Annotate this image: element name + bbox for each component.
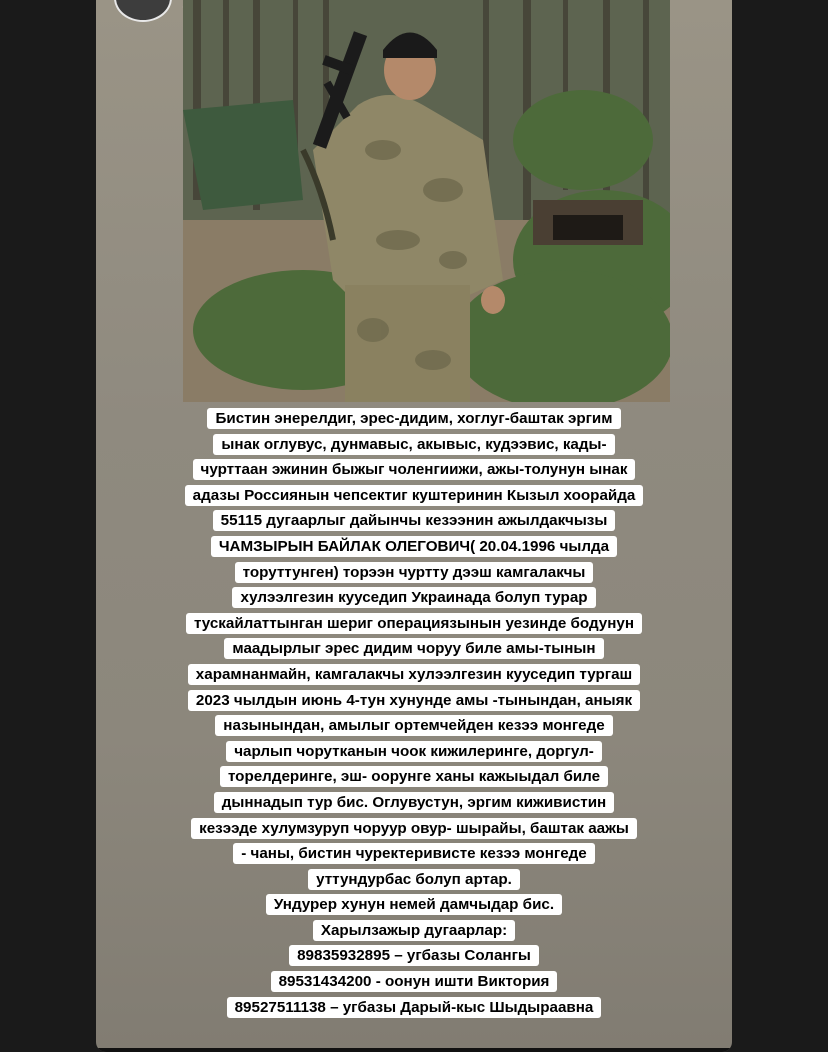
caption-line: - чаны, бистин чуректеривисте кезээ монгеде	[96, 841, 732, 867]
caption-line: ынак оглувус, дунмавыс, акывыс, кудээвис, кады-	[96, 432, 732, 458]
caption-line: 89531434200 - оонун ишти Виктория	[96, 969, 732, 995]
caption-line: Ундурер хунун немей дамчыдар бис.	[96, 892, 732, 918]
caption-line: уттундурбас болуп артар.	[96, 867, 732, 893]
caption-line: ЧАМЗЫРЫН БАЙЛАК ОЛЕГОВИЧ( 20.04.1996 чылда	[96, 534, 732, 560]
caption-line: хулээлгезин кууседип Украинада болуп турар	[96, 585, 732, 611]
caption-line: торелдеринге, эш- оорунге ханы кажыыдал биле	[96, 764, 732, 790]
caption-line: чарлып чорутканын чоок кижилеринге, доргул-	[96, 739, 732, 765]
photo-illustration	[183, 0, 670, 402]
caption-line: харамнанмайн, камгалакчы хулээлгезин кууседип тургаш	[96, 662, 732, 688]
caption-line: кезээде хулумзуруп чоруур овур- шырайы, баштак аажы	[96, 816, 732, 842]
story-card[interactable]	[96, 0, 732, 1052]
caption-line: Бистин энерелдиг, эрес-дидим, хоглуг-баштак эргим	[96, 406, 732, 432]
caption-line: Харылзажыр дугаарлар:	[96, 918, 732, 944]
caption-line: 2023 чылдын июнь 4-тун хунунде амы -тынындан, аныяк	[96, 688, 732, 714]
account-avatar[interactable]	[114, 0, 172, 22]
caption-line: адазы Россиянын чепсектиг куштеринин Кызыл хоорайда	[96, 483, 732, 509]
caption-line: назынындан, амылыг ортемчейден кезээ монгеде	[96, 713, 732, 739]
story-caption	[96, 406, 732, 1020]
caption-line: тускайлаттынган шериг операциязынын уезинде бодунун	[96, 611, 732, 637]
caption-line: дыннадып тур бис. Оглувустун, эргим киживистин	[96, 790, 732, 816]
caption-line: 89835932895 – угбазы Солангы	[96, 943, 732, 969]
caption-line: 89527511138 – угбазы Дарый-кыс Шыдыраавна	[96, 995, 732, 1021]
story-bottom-edge	[96, 1048, 732, 1052]
caption-line: 55115 дугаарлыг дайынчы кезээнин ажылдакчызы	[96, 508, 732, 534]
caption-line: маадырлыг эрес дидим чоруу биле амы-тынын	[96, 636, 732, 662]
caption-line: чурттаан эжинин быжыг чоленгиижи, ажы-толунун ынак	[96, 457, 732, 483]
caption-line: торуттунген) торээн чуртту дээш камгалакчы	[96, 560, 732, 586]
soldier-photo	[183, 0, 670, 402]
